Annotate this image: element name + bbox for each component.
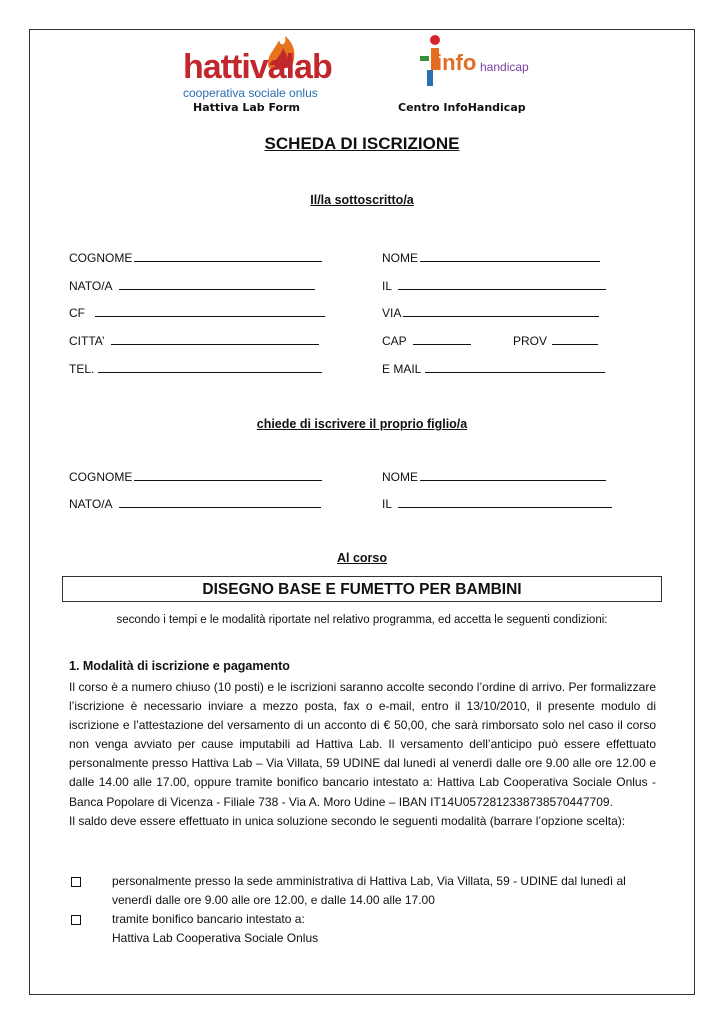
form-title: SCHEDA DI ISCRIZIONE <box>264 134 460 153</box>
signer-nato-field[interactable]: NATO/A <box>69 278 315 293</box>
course-heading: Al corso <box>336 551 387 565</box>
hattivalab-caption: Hattiva Lab Form <box>193 101 300 114</box>
section-1-title: 1. Modalità di iscrizione e pagamento <box>69 659 290 673</box>
infohandicap-logo <box>418 34 538 90</box>
handicap-wordmark: handicap <box>480 60 529 74</box>
hattivalab-logo <box>183 34 333 98</box>
section-1-body <box>69 678 656 831</box>
infohandicap-caption: Centro InfoHandicap <box>398 101 526 114</box>
option-1-line2: venerdì dalle ore 9.00 alle ore 12.00, e dalle 14.00 alle 17.00 <box>112 893 435 907</box>
signer-cf-field[interactable]: CF <box>69 305 325 320</box>
child-nato-field[interactable]: NATO/A <box>69 496 321 511</box>
conditions-intro: secondo i tempi e le modalità riportate nel relativo programma, ed accetta le seguenti condizioni: <box>116 614 608 626</box>
option-2-line1: tramite bonifico bancario intestato a: <box>112 912 305 926</box>
signer-tel-field[interactable]: TEL. <box>69 361 322 376</box>
child-il-field[interactable]: IL <box>382 496 612 511</box>
signer-email-field[interactable]: E MAIL <box>382 361 605 376</box>
option-2-checkbox[interactable] <box>71 915 81 925</box>
signer-via-field[interactable]: VIA <box>382 305 599 320</box>
signer-il-field[interactable]: IL <box>382 278 606 293</box>
option-1-checkbox[interactable] <box>71 877 81 887</box>
signer-cognome-field[interactable]: COGNOME <box>69 250 322 265</box>
option-2-line2: Hattiva Lab Cooperativa Sociale Onlus <box>112 931 319 945</box>
hattivalab-tagline: cooperativa sociale onlus <box>183 86 318 100</box>
saldo-paragraph: Il saldo deve essere effettuato in unica soluzione secondo le seguenti modalità (barrare l’opzione scelta): <box>69 813 626 828</box>
child-cognome-field[interactable]: COGNOME <box>69 469 322 484</box>
child-heading: chiede di iscrivere il proprio figlio/a <box>256 417 468 431</box>
course-name-box: DISEGNO BASE E FUMETTO PER BAMBINI <box>62 576 662 602</box>
signer-cap-field[interactable]: CAP <box>382 333 471 348</box>
signer-prov-field[interactable]: PROV <box>513 333 598 348</box>
payment-paragraph: Il corso è a numero chiuso (10 posti) e le iscrizioni saranno accolte secondo l’ordine di arrivo. Per formalizzare l’iscrizione è necessario inviare a mezzo posta, fax o e-mail, entro il 13/10/2010, il presente modulo di iscrizione e l’attestazione del versamento di un acconto di € 50,00, che sarà rimborsato solo nel caso il corso non venga avviato per cause imputabili ad Hattiva Lab. Il versamento dell’anticipo può essere effettuato personalmente presso Hattiva Lab – Via Villata, 59 UDINE dal lunedì al venerdì dalle ore 9.00 alle ore 12.00 e dalle 14.00 alle 17.00, oppure tramite bonifico bancario intestato a: Hattiva Lab Cooperativa Sociale Onlus - Banca Popolare di Vicenza - Filiale 738 - Via A. Moro Udine – IBAN IT14U0572812338738570447709. <box>69 680 656 809</box>
child-nome-field[interactable]: NOME <box>382 469 606 484</box>
signer-heading: Il/la sottoscritto/a <box>310 193 414 207</box>
signer-citta-field[interactable]: CITTA’ <box>69 333 319 348</box>
hattivalab-wordmark: hattivalab <box>183 48 332 86</box>
info-wordmark: info <box>436 50 477 75</box>
page-border <box>29 29 695 995</box>
option-1-line1: personalmente presso la sede amministrativa di Hattiva Lab, Via Villata, 59 - UDINE dal lunedì al <box>112 874 626 888</box>
signer-nome-field[interactable]: NOME <box>382 250 600 265</box>
